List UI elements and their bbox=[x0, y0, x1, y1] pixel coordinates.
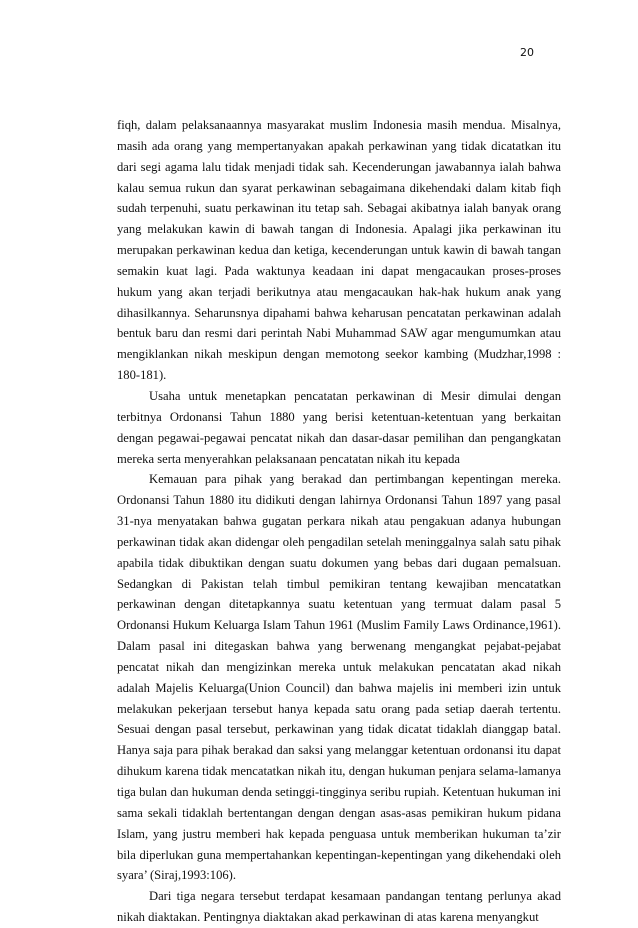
paragraph: Dari tiga negara tersebut terdapat kesamaan pandangan tentang perlunya akad nikah diaktakan. Pentingnya diaktakan akad perkawinan di atas karena menyangkut bbox=[117, 889, 561, 925]
paragraph: Usaha untuk menetapkan pencatatan perkawinan di Mesir dimulai dengan terbitnya Ordonansi Tahun 1880 yang berisi ketentuan-ketentuan yang berkaitan dengan pegawai-pegawai pencatat nikah dan dasar-dasar pemilihan dan pengangkatan mereka serta menyerahkan pelaksanaan pencatatan nikah itu kepada bbox=[117, 388, 561, 466]
page-number: 20 bbox=[520, 46, 534, 59]
body-text bbox=[117, 115, 561, 928]
paragraph: Kemauan para pihak yang berakad dan pertimbangan kepentingan mereka. Ordonansi Tahun 1880 itu didikuti dengan lahirnya Ordonansi Tahun 1897 yang pasal 31-nya menyatakan bahwa gugatan perkara nikah atau pengakuan adanya hubungan perkawinan tidak akan didengar oleh pengadilan setelah meninggalnya salah satu pihak apabila tidak dibuktikan dengan suatu dokumen yang bebas dari dugaan pemalsuan. Sedangkan di Pakistan telah timbul pemikiran tentang kewajiban mencatatkan perkawinan dengan ditetapkannya suatu ketentuan yang termuat dalam pasal 5 Ordonansi Hukum Keluarga Islam Tahun 1961 (Muslim Family Laws Ordinance,1961). Dalam pasal ini ditegaskan bahwa yang berwenang mengangkat pejabat-pejabat pencatat nikah dan mengizinkan mereka untuk melakukan pencatatan akad nikah adalah Majelis Keluarga(Union Council) dan bahwa majelis ini memberi izin untuk melakukan pekerjaan tersebut hanya kepada satu orang pada setiap daerah tertentu. Sesuai dengan pasal tersebut, perkawinan yang tidak dicatat tidaklah dianggap batal. Hanya saja para pihak berakad dan saksi yang melanggar ketentuan ordonansi itu dapat dihukum karena tidak mencatatkan nikah itu, dengan hukuman penjara selama-lamanya tiga bulan dan hukuman denda setinggi-tingginya seribu rupiah. Ketentuan hukuman ini sama sekali tidaklah bertentangan dengan dengan asas-asas pemikiran hukum pidana Islam, yang justru memberi hak kepada penguasa untuk memberikan hukuman ta’zir bila diperlukan guna mempertahankan kepentingan-kepentingan yang dikehendaki oleh syara’ (Siraj,1993:106). bbox=[117, 472, 561, 883]
paragraph: fiqh, dalam pelaksanaannya masyarakat muslim Indonesia masih mendua. Misalnya, masih ada orang yang mempertanyakan apakah perkawinan yang tidak dicatatkan itu dari segi agama lalu tidak menjadi tidak sah. Kecenderungan jawabannya ialah bahwa kalau semua rukun dan syarat perkawinan sebagaimana dikehendaki dalam kitab fiqh sudah terpenuhi, suatu perkawinan itu tetap sah. Sebagai akibatnya ialah banyak orang yang melakukan kawin di bawah tangan di Indonesia. Apalagi jika perkawinan itu merupakan perkawinan kedua dan ketiga, kecenderungan untuk kawin di bawah tangan semakin kuat lagi. Pada waktunya keadaan ini dapat mengacaukan proses-proses hukum yang akan terjadi berikutnya atau mengacaukan hak-hak hukum anak yang dihasilkannya. Seharunsnya dipahami bahwa keharusan pencatatan perkawinan adalah bentuk baru dan resmi dari perintah Nabi Muhammad SAW agar mengumumkan atau mengiklankan nikah meskipun dengan memotong seekor kambing (Mudzhar,1998 : 180-181). bbox=[117, 118, 561, 383]
